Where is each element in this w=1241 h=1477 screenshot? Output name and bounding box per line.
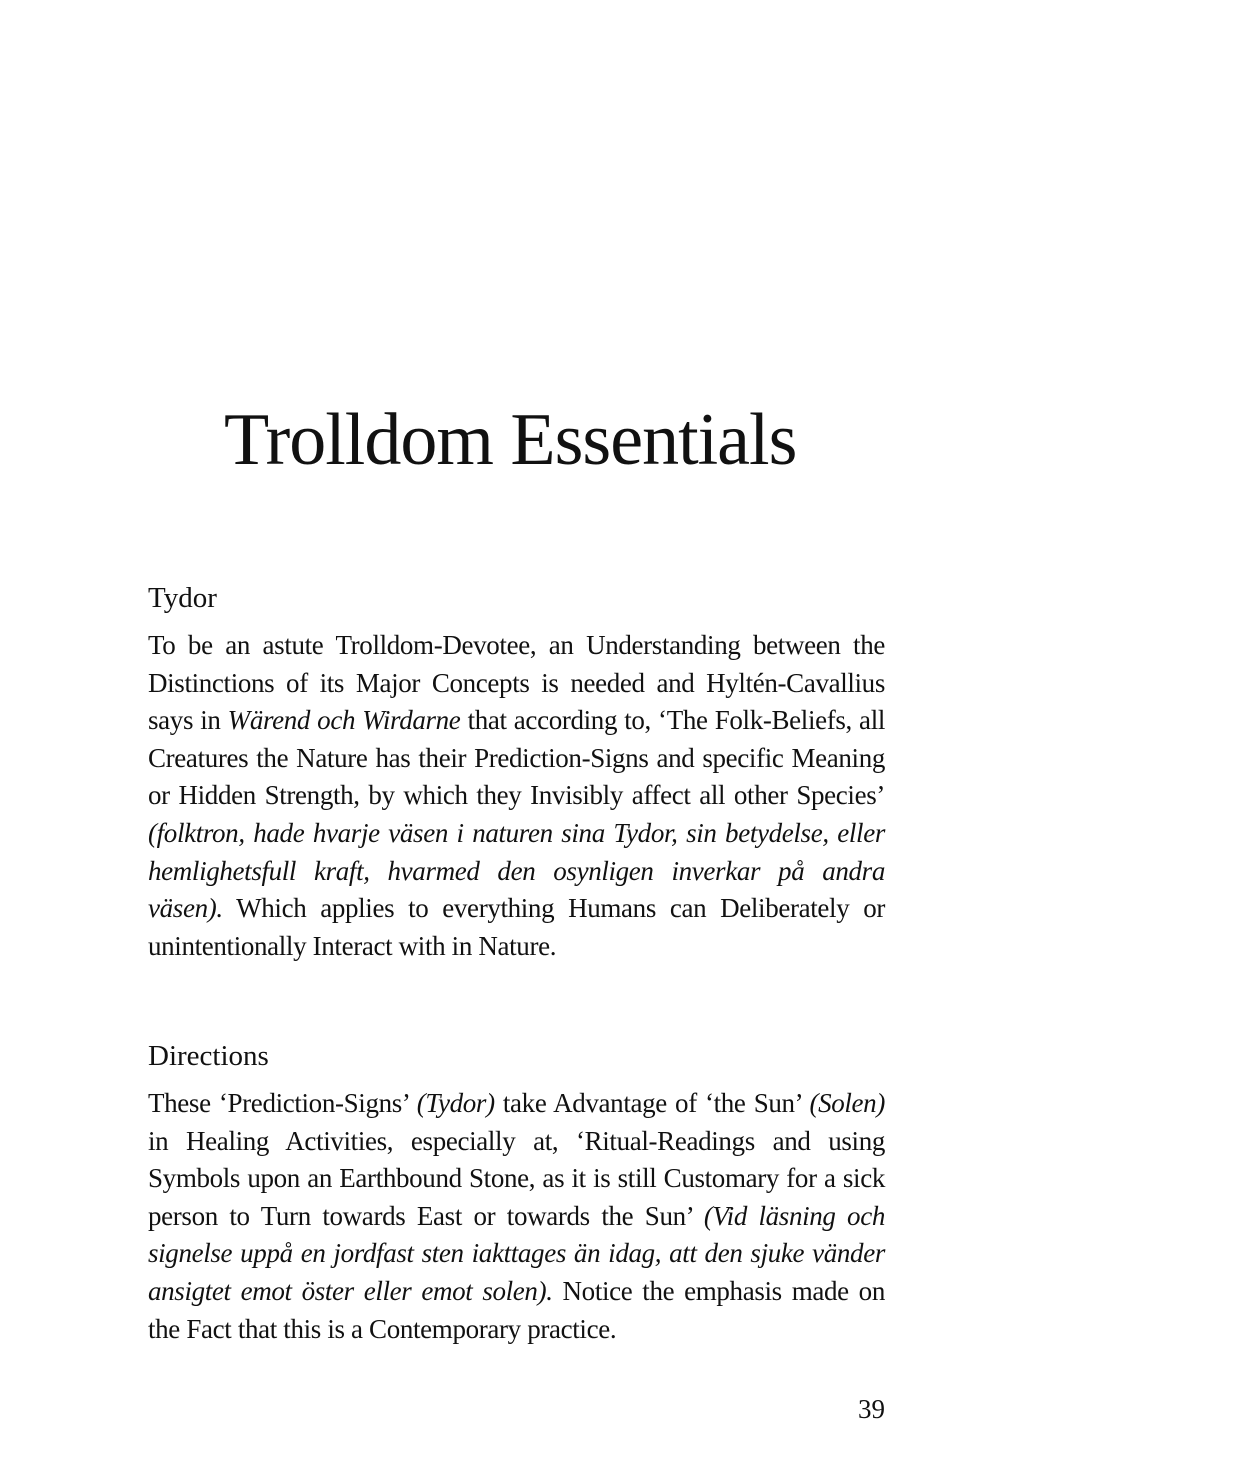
body-text: take Advantage of ‘the Sun’ [494, 1088, 810, 1118]
body-text: Which applies to everything Humans can Deliberately or unintentionally Interact with in Nature. [148, 893, 885, 961]
chapter-title: Trolldom Essentials [224, 399, 797, 481]
body-text: in Healing Activities, especially at, ‘Ritual-Readings and using Symbols upon an Earthbound Stone, as it is still Customary for a sick person to Turn towards East or towards the Sun’ [148, 1125, 885, 1231]
swedish-quote-italic: (folktron, hade hvarje väsen i naturen sina Tydor, sin betydelse, eller hemlighetsfull kraft, hvarmed den osynligen inverkar på andra väsen). [148, 817, 885, 924]
term-italic: (Tydor) [416, 1088, 495, 1118]
body-text: Notice the emphasis made on the Fact that this is a Contemporary practice. [148, 1275, 885, 1344]
section-body-directions [148, 1085, 885, 1348]
section-heading-tydor: Tydor [148, 582, 217, 614]
section-body-tydor [148, 627, 885, 965]
body-text: that according to, ‘The Folk-Beliefs, all Creatures the Nature has their Prediction-Signs and specific Meaning or Hidden Strength, by which they Invisibly affect all other Species’ [148, 705, 885, 811]
section-heading-directions: Directions [148, 1040, 269, 1072]
term-italic: (Solen) [809, 1088, 885, 1118]
section-directions [148, 1036, 885, 1348]
page-number: 39 [858, 1394, 885, 1424]
book-title-italic: Wärend och Wirdarne [227, 705, 461, 736]
swedish-quote-italic: (Vid läsning och signelse uppå en jordfast sten iakttages än idag, att den sjuke vänder ansigtet emot öster eller emot solen). [148, 1200, 885, 1306]
body-text: These ‘Prediction-Signs’ [148, 1088, 417, 1118]
section-tydor [148, 578, 885, 965]
body-text: To be an astute Trolldom-Devotee, an Understanding between the Distinctions of its Major Concepts is needed and Hyltén-Cavallius says in [148, 630, 885, 736]
